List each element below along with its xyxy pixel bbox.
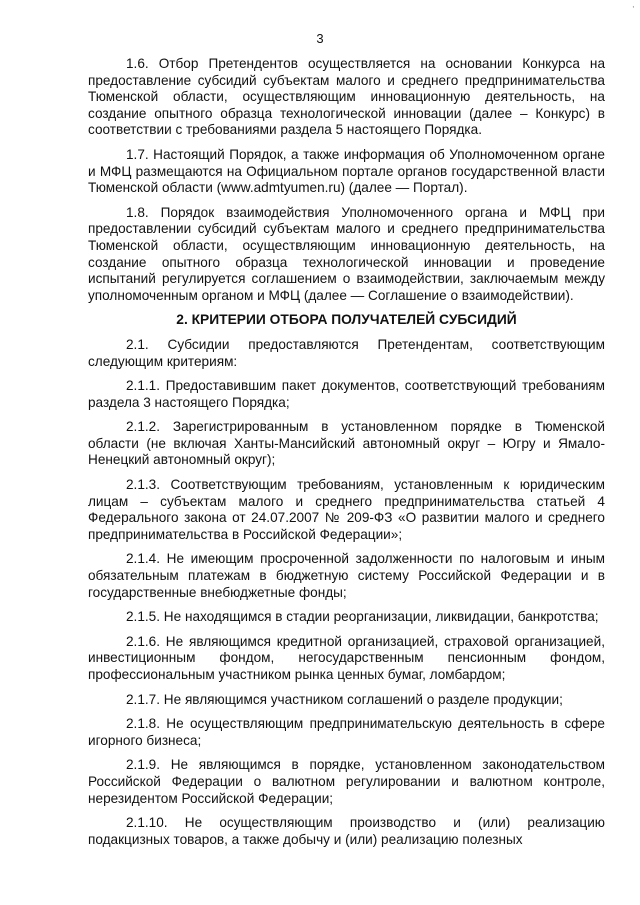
paragraph-2-1-3: 2.1.3. Соответствующим требованиям, установленным к юридическим лицам – субъектам малого и среднего предпринимательства статьей 4 Федерального закона от 24.07.2007 № 209-ФЗ «О развитии малого и среднего предпринимательства в Российской Федерации»; [88,477,605,542]
paragraph-2-1-2: 2.1.2. Зарегистрированным в установленном порядке в Тюменской области (не включая Ханты-Мансийский автономный округ – Югру и Ямало-Ненецкий автономный округ); [88,419,605,468]
paragraph-2-1-1: 2.1.1. Предоставившим пакет документов, соответствующий требованиям раздела 3 настоящего Порядка; [88,378,605,410]
paragraph-2-1-6: 2.1.6. Не являющимся кредитной организацией, страховой организацией, инвестиционным фондом, негосударственным пенсионным фондом, профессиональным участником рынка ценных бумаг, ломбардом; [88,633,605,682]
section-heading: 2. КРИТЕРИИ ОТБОРА ПОЛУЧАТЕЛЕЙ СУБСИДИЙ [176,312,517,328]
paragraph-2-1-8: 2.1.8. Не осуществляющим предпринимательскую деятельность в сфере игорного бизнеса; [88,716,605,748]
paragraph-2-1-5: 2.1.5. Не находящимся в стадии реорганизации, ликвидации, банкротства; [126,609,599,625]
paragraph-2-1: 2.1. Субсидии предоставляются Претендентам, соответствующим следующим критериям: [88,336,605,369]
paragraph-2-1-9: 2.1.9. Не являющимся в порядке, установленном законодательством Российской Федерации о валютном регулировании и валютном контроле, нерезидентом Российской Федерации; [88,757,605,806]
paragraph-2-1-4: 2.1.4. Не имеющим просроченной задолженности по налоговым и иным обязательным платежам в бюджетную систему Российской Федерации и в государственные внебюджетные фонды; [88,551,605,600]
paragraph-2-1-7: 2.1.7. Не являющимся участником соглашений о разделе продукции; [126,691,563,707]
paragraph-1-7: 1.7. Настоящий Порядок, а также информация об Уполномоченном органе и МФЦ размещаются на Официальном портале органов государственной власти Тюменской области (www.admtyumen.ru) (далее — Портал). [88,146,605,196]
paragraph-1-6: 1.6. Отбор Претендентов осуществляется на основании Конкурса на предоставление субсидий субъектам малого и среднего предпринимательства Тюменской области, осуществляющим инновационную деятельность, на создание опытного образца технологической инновации (далее – Конкурс) в соответствии с требованиями раздела 5 настоящего Порядка. [88,56,605,138]
paragraph-2-1-10: 2.1.10. Не осуществляющим производство и (или) реализацию подакцизных товаров, а также добычу и (или) реализацию полезных [88,815,605,847]
paragraph-1-8: 1.8. Порядок взаимодействия Уполномоченного органа и МФЦ при предоставлении субсидий субъектам малого и среднего предпринимательства Тюменской области, осуществляющим инновационную деятельность, на создание опытного образца технологической инновации и проведение испытаний регулируется соглашением о взаимодействии, заключаемым между уполномоченным органом и МФЦ (далее — Соглашение о взаимодействии). [88,204,605,303]
corner-mark: ' [632,5,634,14]
page-body [88,56,605,856]
page-number: 3 [316,31,324,46]
